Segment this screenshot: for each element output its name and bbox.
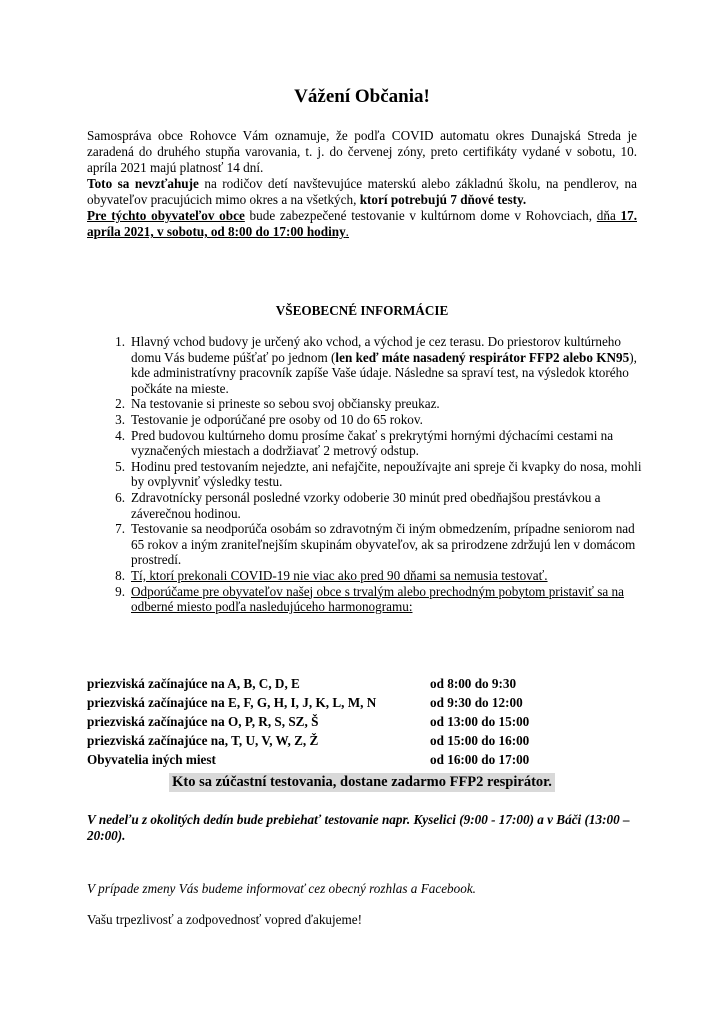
list-number: 2. [115,396,125,412]
sunday-notice: V nedeľu z okolitých dedín bude prebiehať testovanie napr. Kyselici (9:00 - 17:00) a v Báči (13:00 – 20:00). [87,812,630,843]
seven-day-tests-emphasis: ktorí potrebujú 7 dňové testy. [359,192,527,207]
list-number: 9. [115,583,125,599]
list-number: 4. [115,427,125,443]
list-item-text: Zdravotnícky personál posledné vzorky odoberie 30 minút pred obedňajšou prestávkou a záverečnou hodinou. [131,489,601,521]
testing-location-text: bude zabezpečené testovanie v kultúrnom dome v Rohovciach, [244,208,597,223]
intro-section [87,128,637,240]
list-item [105,396,645,412]
schedule-row [87,674,647,693]
list-number: 8. [115,567,125,583]
banner-text: Kto sa zúčastní testovania, dostane zadarmo FFP2 respirátor. [169,773,555,792]
page-title: Vážení Občania! [294,86,430,107]
list-item [105,584,645,615]
schedule-row [87,750,647,769]
list-item-text: Pred budovou kultúrneho domu prosíme čakať s prekrytými hornými dýchacími cestami na vyznačených miestach a dodržiavať 2 metrový odstup. [131,427,614,459]
schedule-time: od 15:00 do 16:00 [430,733,530,748]
list-item [105,568,645,584]
date-prefix: dňa [596,208,621,223]
schedule-label: priezviská začínajúce na A, B, C, D, E [87,676,300,691]
list-number: 7. [115,521,125,537]
list-item-text: ), kde administratívny pracovník zapíše Vaše údaje. Následne sa spraví test, na výsledok ktorého počkáte na mieste. [131,349,637,396]
testing-date: 17. apríla 2021, v sobotu, od 8:00 do 17:00 hodiny [87,208,637,239]
schedule-time: od 8:00 do 9:30 [430,676,517,691]
respirator-banner [0,773,724,792]
list-item-text: Hodinu pred testovaním nejedzte, ani nefajčite, nepoužívajte ani spreje či kvapky do nosa, mohli by ovplyvniť výsledky testu. [131,458,642,490]
list-item-text: Tí, ktorí prekonali COVID-19 nie viac ako pred 90 dňami sa nemusia testovať. [131,567,548,583]
thanks-note: Vašu trpezlivosť a zodpovednosť vopred ďakujeme! [87,912,363,927]
schedule-row [87,693,647,712]
schedule-label: priezviská začínajúce na, T, U, V, W, Z, Ž [87,733,319,748]
list-item [105,428,645,459]
schedule-label: priezviská začínajúce na O, P, R, S, SZ, Š [87,714,319,729]
intro-paragraph-3 [87,208,637,240]
list-number: 3. [115,411,125,427]
exception-emphasis: Toto sa nevzťahuje [87,176,199,191]
section-heading: VŠEOBECNÉ INFORMÁCIE [275,303,449,318]
list-number: 6. [115,489,125,505]
exception-text: na rodičov detí navštevujúce materskú alebo základnú školu, na pendlerov, na obyvateľov pracujúcich mimo okres a na všetkých, [87,176,637,207]
list-number: 1. [115,334,125,349]
list-item [105,412,645,428]
list-item [105,459,645,490]
schedule-label: priezviská začínajúce na E, F, G, H, I, J, K, L, M, N [87,695,377,710]
intro-paragraph-1: Samospráva obce Rohovce Vám oznamuje, že podľa COVID automatu okres Dunajská Streda je zaradená do druhého stupňa varovania, t. j. do červenej zóny, preto certifikáty vydané v sobotu, 10. apríla 2021 majú platnosť 14 dní. [87,128,637,175]
info-list [105,334,645,615]
respirator-emphasis: len keď máte nasadený respirátor FFP2 alebo KN95 [335,349,630,365]
list-item [105,490,645,521]
list-item-text: Testovanie sa neodporúča osobám so zdravotným či iným obmedzením, prípadne seniorom nad 65 rokov a iným zraniteľnejším skupinám obyvateľov, ak sa prirodzene zdržujú len v domácom prostredí. [131,521,636,568]
change-notice: V prípade zmeny Vás budeme informovať cez obecný rozhlas a Facebook. [87,881,476,896]
schedule-time: od 13:00 do 15:00 [430,714,530,729]
intro-paragraph-2 [87,176,637,208]
list-item-text: Testovanie je odporúčané pre osoby od 10 do 65 rokov. [131,411,423,427]
schedule-time: od 9:30 do 12:00 [430,695,523,710]
schedule-table [87,674,647,769]
schedule-label: Obyvatelia iných miest [87,752,216,767]
schedule-row [87,731,647,750]
residents-emphasis: Pre týchto obyvateľov obce [87,208,245,223]
schedule-time: od 16:00 do 17:00 [430,752,530,767]
list-item-text: Na testovanie si prineste so sebou svoj občiansky preukaz. [131,396,440,412]
list-item-text: Odporúčame pre obyvateľov našej obce s trvalým alebo prechodným pobytom pristaviť sa na odberné miesto podľa nasledujúceho harmonogramu: [131,583,624,615]
list-number: 5. [115,458,125,474]
schedule-row [87,712,647,731]
date-period: . [345,224,349,239]
list-item [105,521,645,568]
list-item [105,334,645,396]
list-item-text: Hlavný vchod budovy je určený ako vchod, a východ je cez terasu. Do priestorov kultúrneho domu Vás budeme púšťať po jednom ( [131,334,621,365]
